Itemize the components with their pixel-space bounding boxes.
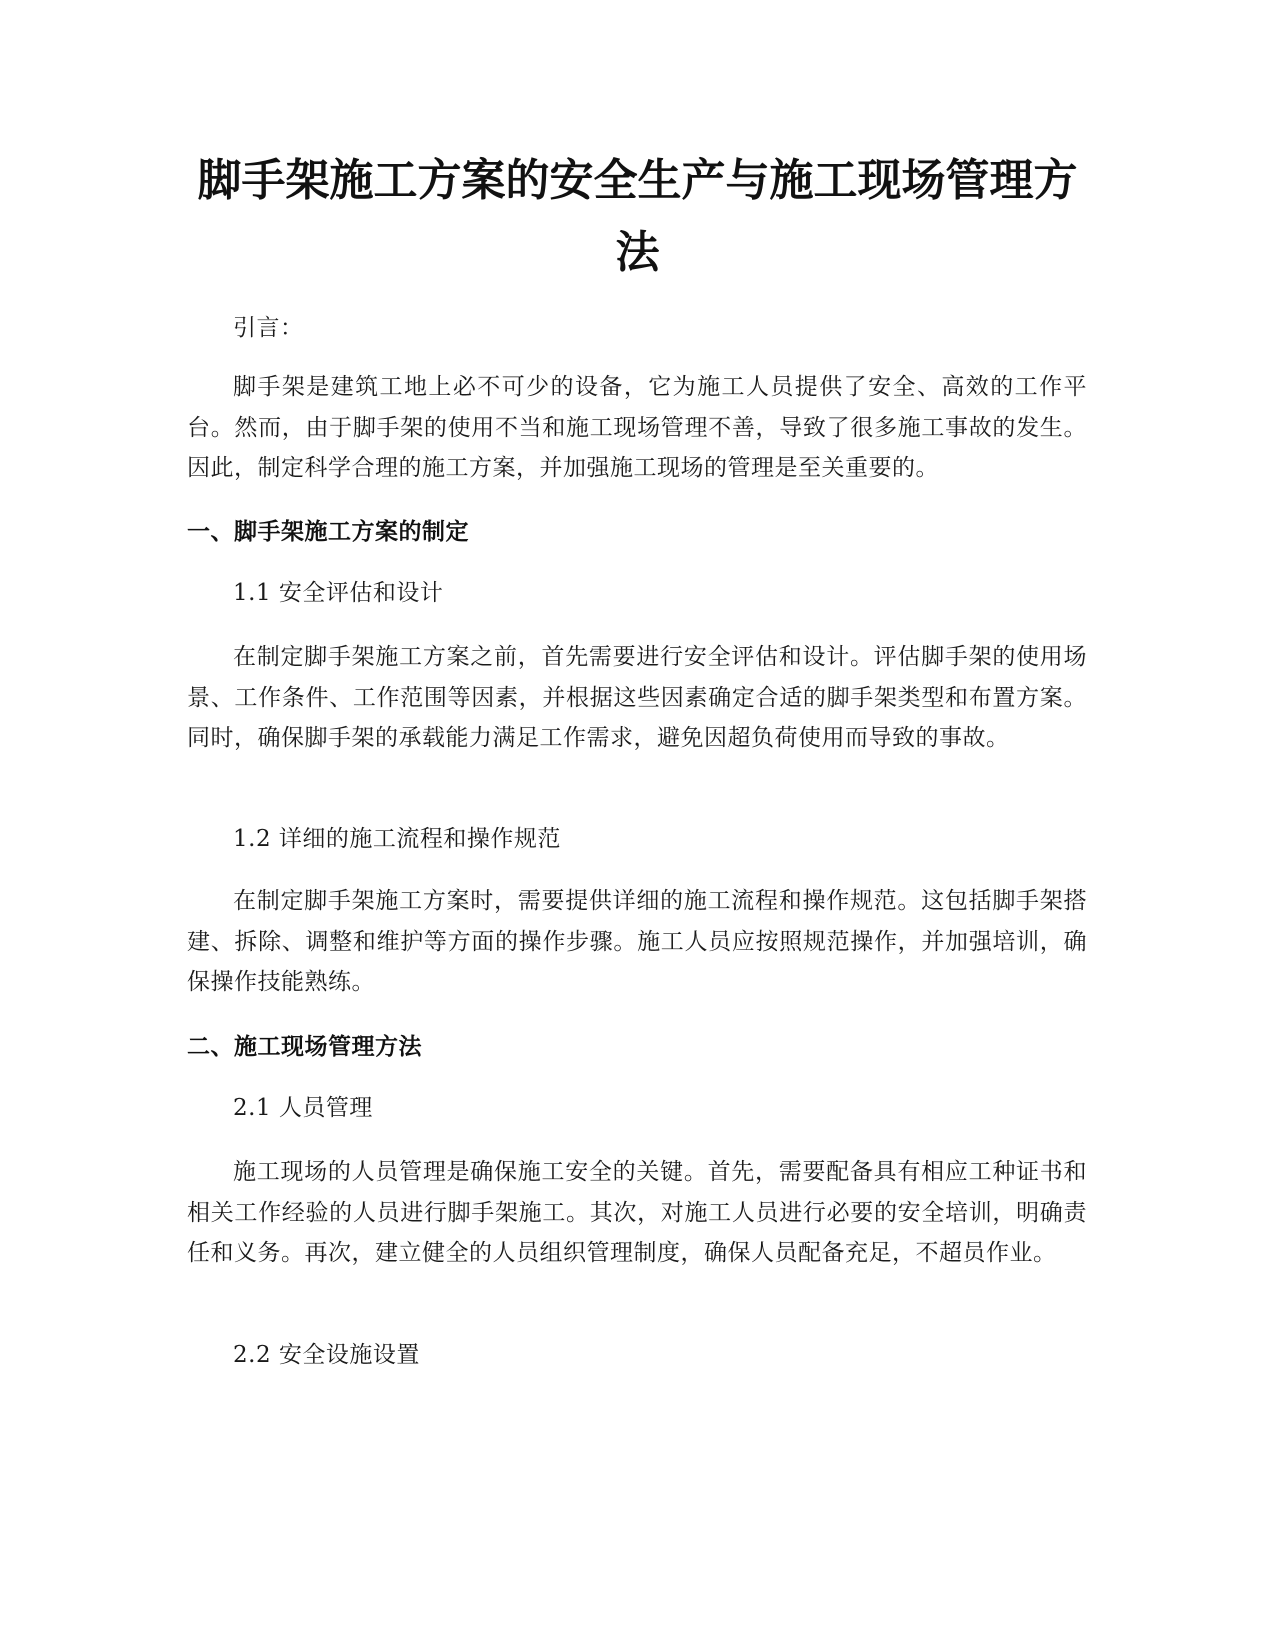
section-1-2-paragraph: 在制定脚手架施工方案时，需要提供详细的施工流程和操作规范。这包括脚手架搭建、拆除、调整和维护等方面的操作步骤。施工人员应按照规范操作，并加强培训，确保操作技能熟练。	[187, 888, 1087, 995]
section-1-1-paragraph: 在制定脚手架施工方案之前，首先需要进行安全评估和设计。评估脚手架的使用场景、工作条件、工作范围等因素，并根据这些因素确定合适的脚手架类型和布置方案。同时，确保脚手架的承载能力满足工作需求，避免因超负荷使用而导致的事故。	[187, 644, 1087, 751]
section-1-2-title: 1.2 详细的施工流程和操作规范	[233, 826, 561, 852]
section-2-1-paragraph: 施工现场的人员管理是确保施工安全的关键。首先，需要配备具有相应工种证书和相关工作经验的人员进行脚手架施工。其次，对施工人员进行必要的安全培训，明确责任和义务。再次，建立健全的人员组织管理制度，确保人员配备充足，不超员作业。	[187, 1159, 1087, 1266]
section-1-heading: 一、脚手架施工方案的制定	[187, 519, 469, 545]
section-1-1-title: 1.1 安全评估和设计	[233, 580, 444, 606]
intro-paragraph: 脚手架是建筑工地上必不可少的设备，它为施工人员提供了安全、高效的工作平台。然而，由于脚手架的使用不当和施工现场管理不善，导致了很多施工事故的发生。因此，制定科学合理的施工方案，并加强施工现场的管理是至关重要的。	[187, 374, 1087, 481]
section-2-2-title: 2.2 安全设施设置	[233, 1342, 420, 1368]
intro-label: 引言：	[233, 315, 304, 341]
section-2-1-title: 2.1 人员管理	[233, 1095, 373, 1121]
document-title: 脚手架施工方案的安全生产与施工现场管理方法	[197, 155, 1078, 278]
section-2-heading: 二、施工现场管理方法	[187, 1034, 422, 1060]
